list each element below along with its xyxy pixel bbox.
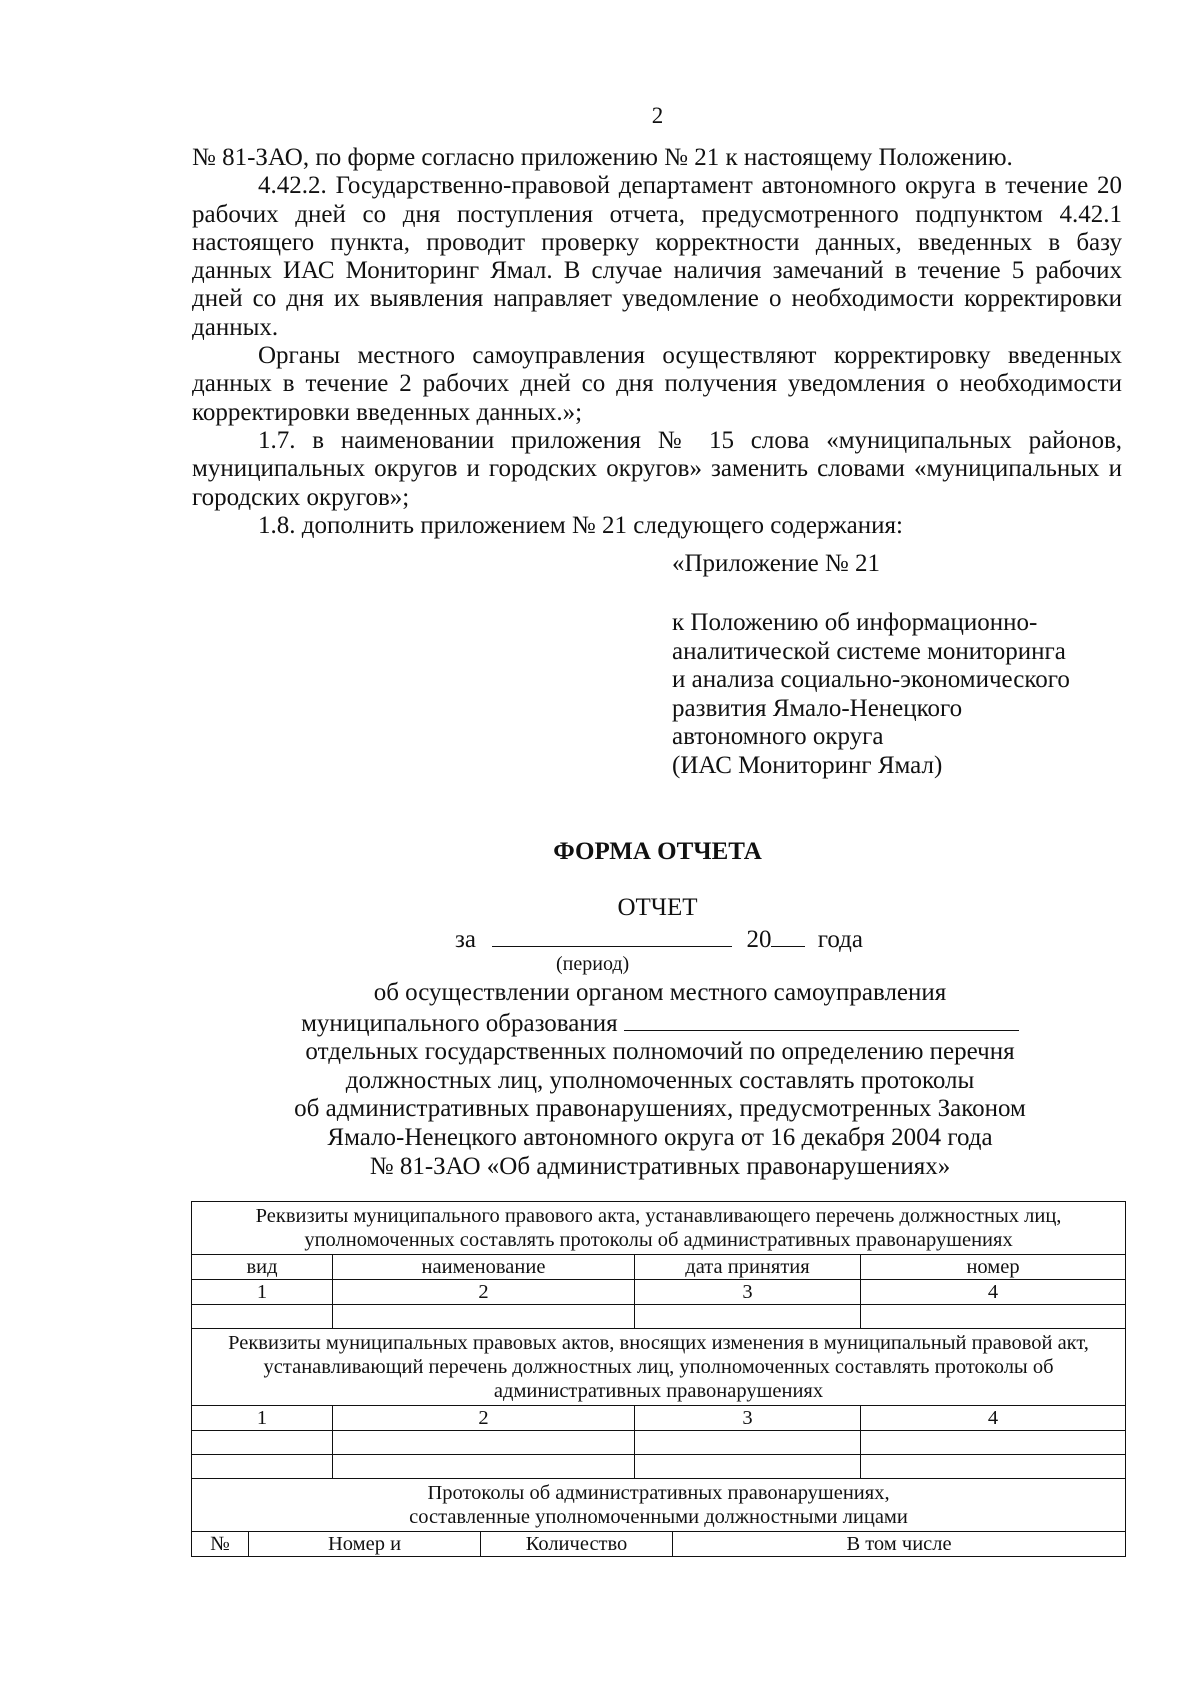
annex-ref-line: к Положению об информационно- [672, 609, 1038, 636]
empty-cell [861, 1305, 1126, 1329]
annex-ref-line: (ИАС Мониторинг Ямал) [672, 751, 943, 779]
report-form-table [191, 1201, 1126, 1557]
subject-line-municipality [200, 1008, 1120, 1039]
period-year: 20 [746, 926, 772, 953]
empty-cell [635, 1305, 861, 1329]
empty-cell [861, 1455, 1126, 1479]
column-number: 1 [192, 1280, 333, 1305]
column-header-number-and: Номер и [249, 1532, 481, 1556]
annex-title: «Приложение № 21 [672, 550, 881, 577]
column-header-type: вид [192, 1255, 333, 1280]
subject-line: об осуществлении органом местного самоуправления [373, 979, 947, 1006]
empty-cell [333, 1305, 635, 1329]
empty-cell [635, 1431, 861, 1455]
section3-header-line: составленные уполномоченными должностными лицами [409, 1506, 908, 1528]
table-row [192, 1305, 1126, 1329]
column-number: 2 [333, 1406, 635, 1431]
column-number: 3 [635, 1280, 861, 1305]
column-header-quantity: Количество [481, 1532, 673, 1556]
empty-cell [333, 1431, 635, 1455]
subject-line: Ямало-Ненецкого автономного округа от 16 декабря 2004 года [327, 1123, 993, 1151]
report-subject [200, 979, 1120, 1181]
section3-header-line: Протоколы об административных правонарушениях, [427, 1482, 890, 1504]
empty-cell [192, 1455, 333, 1479]
paragraph-1-8: 1.8. дополнить приложением № 21 следующего содержания: [258, 511, 903, 539]
subject-line: об административных правонарушениях, предусмотренных Законом [294, 1095, 1026, 1123]
period-line [455, 922, 863, 954]
table-row [192, 1455, 1126, 1479]
section3-columns-row [192, 1532, 1126, 1557]
form-title: ФОРМА ОТЧЕТА [553, 838, 762, 865]
empty-cell [635, 1455, 861, 1479]
municipality-blank [624, 1008, 1019, 1031]
report-heading: ОТЧЕТ [617, 894, 698, 921]
subject-line: № 81-ЗАО «Об административных правонарушениях» [369, 1152, 951, 1180]
paragraph-1-7: 1.7. в наименовании приложения № 15 слова «муниципальных районов, муниципальных округов и городских округов» заменить словами «муниципальных и городских округов»; [192, 426, 1122, 511]
section1-header: Реквизиты муниципального правового акта, устанавливающего перечень должностных лиц, уполномоченных составлять протоколы об административных правонарушениях [192, 1202, 1126, 1255]
paragraph-correction: Органы местного самоуправления осуществляют корректировку введенных данных в течение 2 рабочих дней со дня получения уведомления о необходимости корректировки введенных данных.»; [192, 342, 1122, 426]
empty-cell [333, 1455, 635, 1479]
subject-line: должностных лиц, уполномоченных составлять протоколы [345, 1066, 975, 1094]
empty-cell [861, 1431, 1126, 1455]
body-text [192, 144, 1122, 540]
annex-reference [672, 609, 1142, 781]
column-header-name: наименование [333, 1255, 635, 1280]
period-hint: (период) [556, 953, 630, 975]
empty-cell [192, 1305, 333, 1329]
period-suffix: года [817, 926, 863, 953]
column-header-date: дата принятия [635, 1255, 861, 1280]
column-header-index: № [192, 1532, 249, 1556]
year-blank [771, 922, 805, 947]
table-row [192, 1431, 1126, 1455]
column-number: 4 [861, 1280, 1126, 1305]
column-number: 3 [635, 1406, 861, 1431]
municipality-label: муниципального образования [301, 1009, 618, 1037]
subject-line: отдельных государственных полномочий по определению перечня [305, 1038, 1015, 1066]
annex-ref-line: развития Ямало-Ненецкого [672, 694, 963, 722]
period-prefix: за [455, 926, 476, 953]
section3-header [192, 1479, 1126, 1532]
page-number: 2 [651, 103, 664, 128]
column-number: 2 [333, 1280, 635, 1305]
annex-ref-line: и анализа социально-экономического [672, 666, 1070, 694]
paragraph-4-42-2: 4.42.2. Государственно-правовой департамент автономного округа в течение 20 рабочих дней со дня поступления отчета, предусмотренного подпунктом 4.42.1 настоящего пункта, проводит проверку корректности данных, введенных в базу данных ИАС Мониторинг Ямал. В случае наличия замечаний в течение 5 рабочих дней со дня их выявления направляет уведомление о необходимости корректировки данных. [192, 172, 1122, 341]
paragraph-continuation: № 81-ЗАО, по форме согласно приложению № 21 к настоящему Положению. [192, 144, 1013, 171]
column-header-number: номер [861, 1255, 1126, 1280]
column-header-including: В том числе [846, 1533, 952, 1555]
section2-header: Реквизиты муниципальных правовых актов, вносящих изменения в муниципальный правовой акт, устанавливающий перечень должностных лиц, уполномоченных составлять протоколы об административных правонарушениях [192, 1329, 1126, 1406]
annex-ref-line: аналитической системе мониторинга [672, 637, 1066, 665]
column-number: 4 [861, 1406, 1126, 1431]
column-number: 1 [192, 1406, 333, 1431]
period-blank [492, 922, 732, 947]
annex-ref-line: автономного округа [672, 723, 884, 751]
empty-cell [192, 1431, 333, 1455]
